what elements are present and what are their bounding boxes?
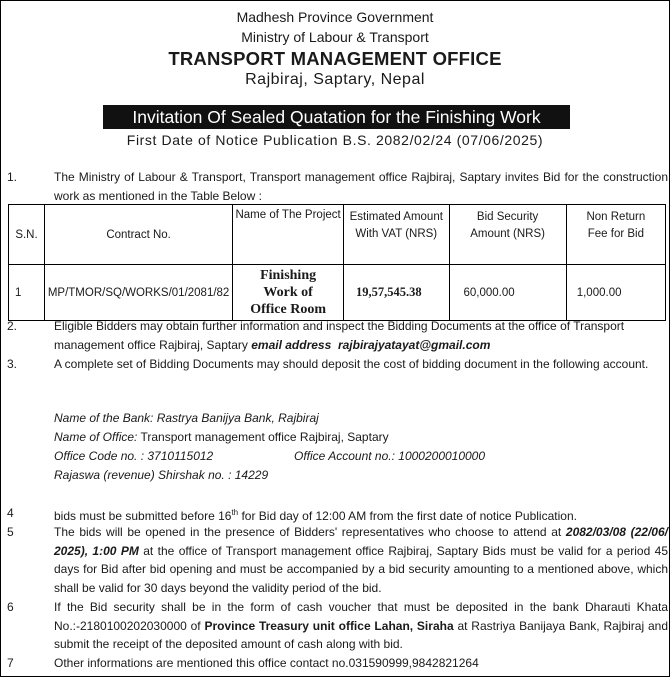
office-name-line bbox=[54, 430, 389, 444]
office-name: TRANSPORT MANAGEMENT OFFICE bbox=[168, 48, 502, 69]
contract-table bbox=[8, 204, 666, 321]
office-account: Office Account no.: 1000200010000 bbox=[294, 449, 486, 463]
ministry-name: Ministry of Labour & Transport bbox=[241, 29, 429, 45]
item-number: 2. bbox=[7, 319, 18, 333]
item-5-part-a: The bids will be opened in the presence of Bidders' representatives who choose to attend at bbox=[54, 525, 566, 539]
item-4-superscript: th bbox=[231, 508, 239, 517]
item-2-text bbox=[54, 317, 668, 354]
header-sn: S.N. bbox=[9, 205, 45, 265]
header-bid-security: Bid Security Amount (NRS) bbox=[449, 205, 566, 265]
item-7-text: Other informations are mentioned this office contact no.031590999,9842821264 bbox=[54, 656, 479, 670]
item-3-text: A complete set of Bidding Documents may should deposit the cost of bidding document in the following account. bbox=[54, 357, 649, 371]
email-label: email address bbox=[251, 337, 332, 352]
item-4-part-b: for Bid day of 12:00 AM from the first date of notice Publication. bbox=[238, 509, 577, 523]
rajaswa-shirshak: Rajaswa (revenue) Shirshak no. : 14229 bbox=[54, 468, 269, 482]
item-number: 5 bbox=[7, 525, 14, 539]
header-project-name: Name of The Project bbox=[233, 205, 344, 265]
item-6-part-a: If the Bid security shall be in the form of cash voucher that must be deposited in the bank Dharauti Khata No.:-2180100202030000 of bbox=[54, 600, 668, 633]
item-4-part-a: bids must be submitted before 16 bbox=[54, 509, 232, 523]
item-5-part-b: at the office of Transport management office Rajbiraj, Saptary Bids must be valid for a period 45 days for Bid after bid opening and must be accompanied by a bid security amounting to a mentioned above, which shall be valid for 30 days beyond the validity period of the bid. bbox=[54, 543, 668, 596]
government-name: Madhesh Province Government bbox=[236, 9, 434, 25]
office-name-value: Transport management office Rajbiraj, Saptary bbox=[137, 430, 389, 444]
email-address: rajbirajyatayat@gmail.com bbox=[337, 337, 491, 352]
office-code: Office Code no. : 3710115012 bbox=[54, 449, 214, 463]
item-number: 3. bbox=[7, 357, 18, 371]
item-2-body: Eligible Bidders may obtain further information and inspect the Bidding Documents at the office of Transport management office Rajbiraj, Saptary bbox=[54, 319, 625, 352]
cell-sn: 1 bbox=[9, 265, 45, 321]
item-number: 4 bbox=[7, 506, 14, 520]
item-number: 7 bbox=[7, 656, 14, 670]
cell-project-name: Finishing Work of Office Room bbox=[233, 265, 344, 321]
item-6-text bbox=[54, 598, 668, 654]
treasury-office: Province Treasury unit office Lahan, Siraha bbox=[204, 618, 454, 633]
office-location: Rajbiraj, Saptary, Nepal bbox=[245, 71, 425, 88]
item-6-part-b: at Rastriya Banijaya Bank, Rajbiraj and submit the receipt of the deposited amount of cash along with bid. bbox=[54, 618, 668, 652]
opening-date: 2082/03/08 (22/06/ 2025), 1:00 PM bbox=[54, 525, 668, 558]
cell-estimated-amount: 19,57,545.38 bbox=[344, 265, 449, 321]
header-estimated-amount: Estimated Amount With VAT (NRS) bbox=[344, 205, 449, 265]
item-5-text bbox=[54, 523, 668, 598]
office-name-label: Name of Office: bbox=[54, 430, 138, 444]
header-non-return-fee: Non Return Fee for Bid bbox=[566, 205, 665, 265]
item-number: 6 bbox=[7, 600, 14, 614]
notice-title-banner: Invitation Of Sealed Quatation for the Finishing Work bbox=[103, 105, 570, 129]
table-row bbox=[9, 265, 666, 321]
item-number: 1. bbox=[7, 170, 18, 184]
cell-non-return-fee: 1,000.00 bbox=[566, 265, 665, 321]
cell-bid-security: 60,000.00 bbox=[449, 265, 566, 321]
item-1-text: The Ministry of Labour & Transport, Transport management office Rajbiraj, Saptary invites Bid for the construction work as mentioned in the Table Below : bbox=[54, 170, 668, 203]
publication-date: First Date of Notice Publication B.S. 2082/02/24 (07/06/2025) bbox=[126, 132, 544, 148]
cell-contract-no: MP/TMOR/SQ/WORKS/01/2081/82 bbox=[45, 265, 233, 321]
header-contract-no: Contract No. bbox=[45, 205, 233, 265]
table-header-row bbox=[9, 205, 666, 265]
bank-name: Name of the Bank: Rastrya Banijya Bank, Rajbiraj bbox=[54, 411, 319, 425]
